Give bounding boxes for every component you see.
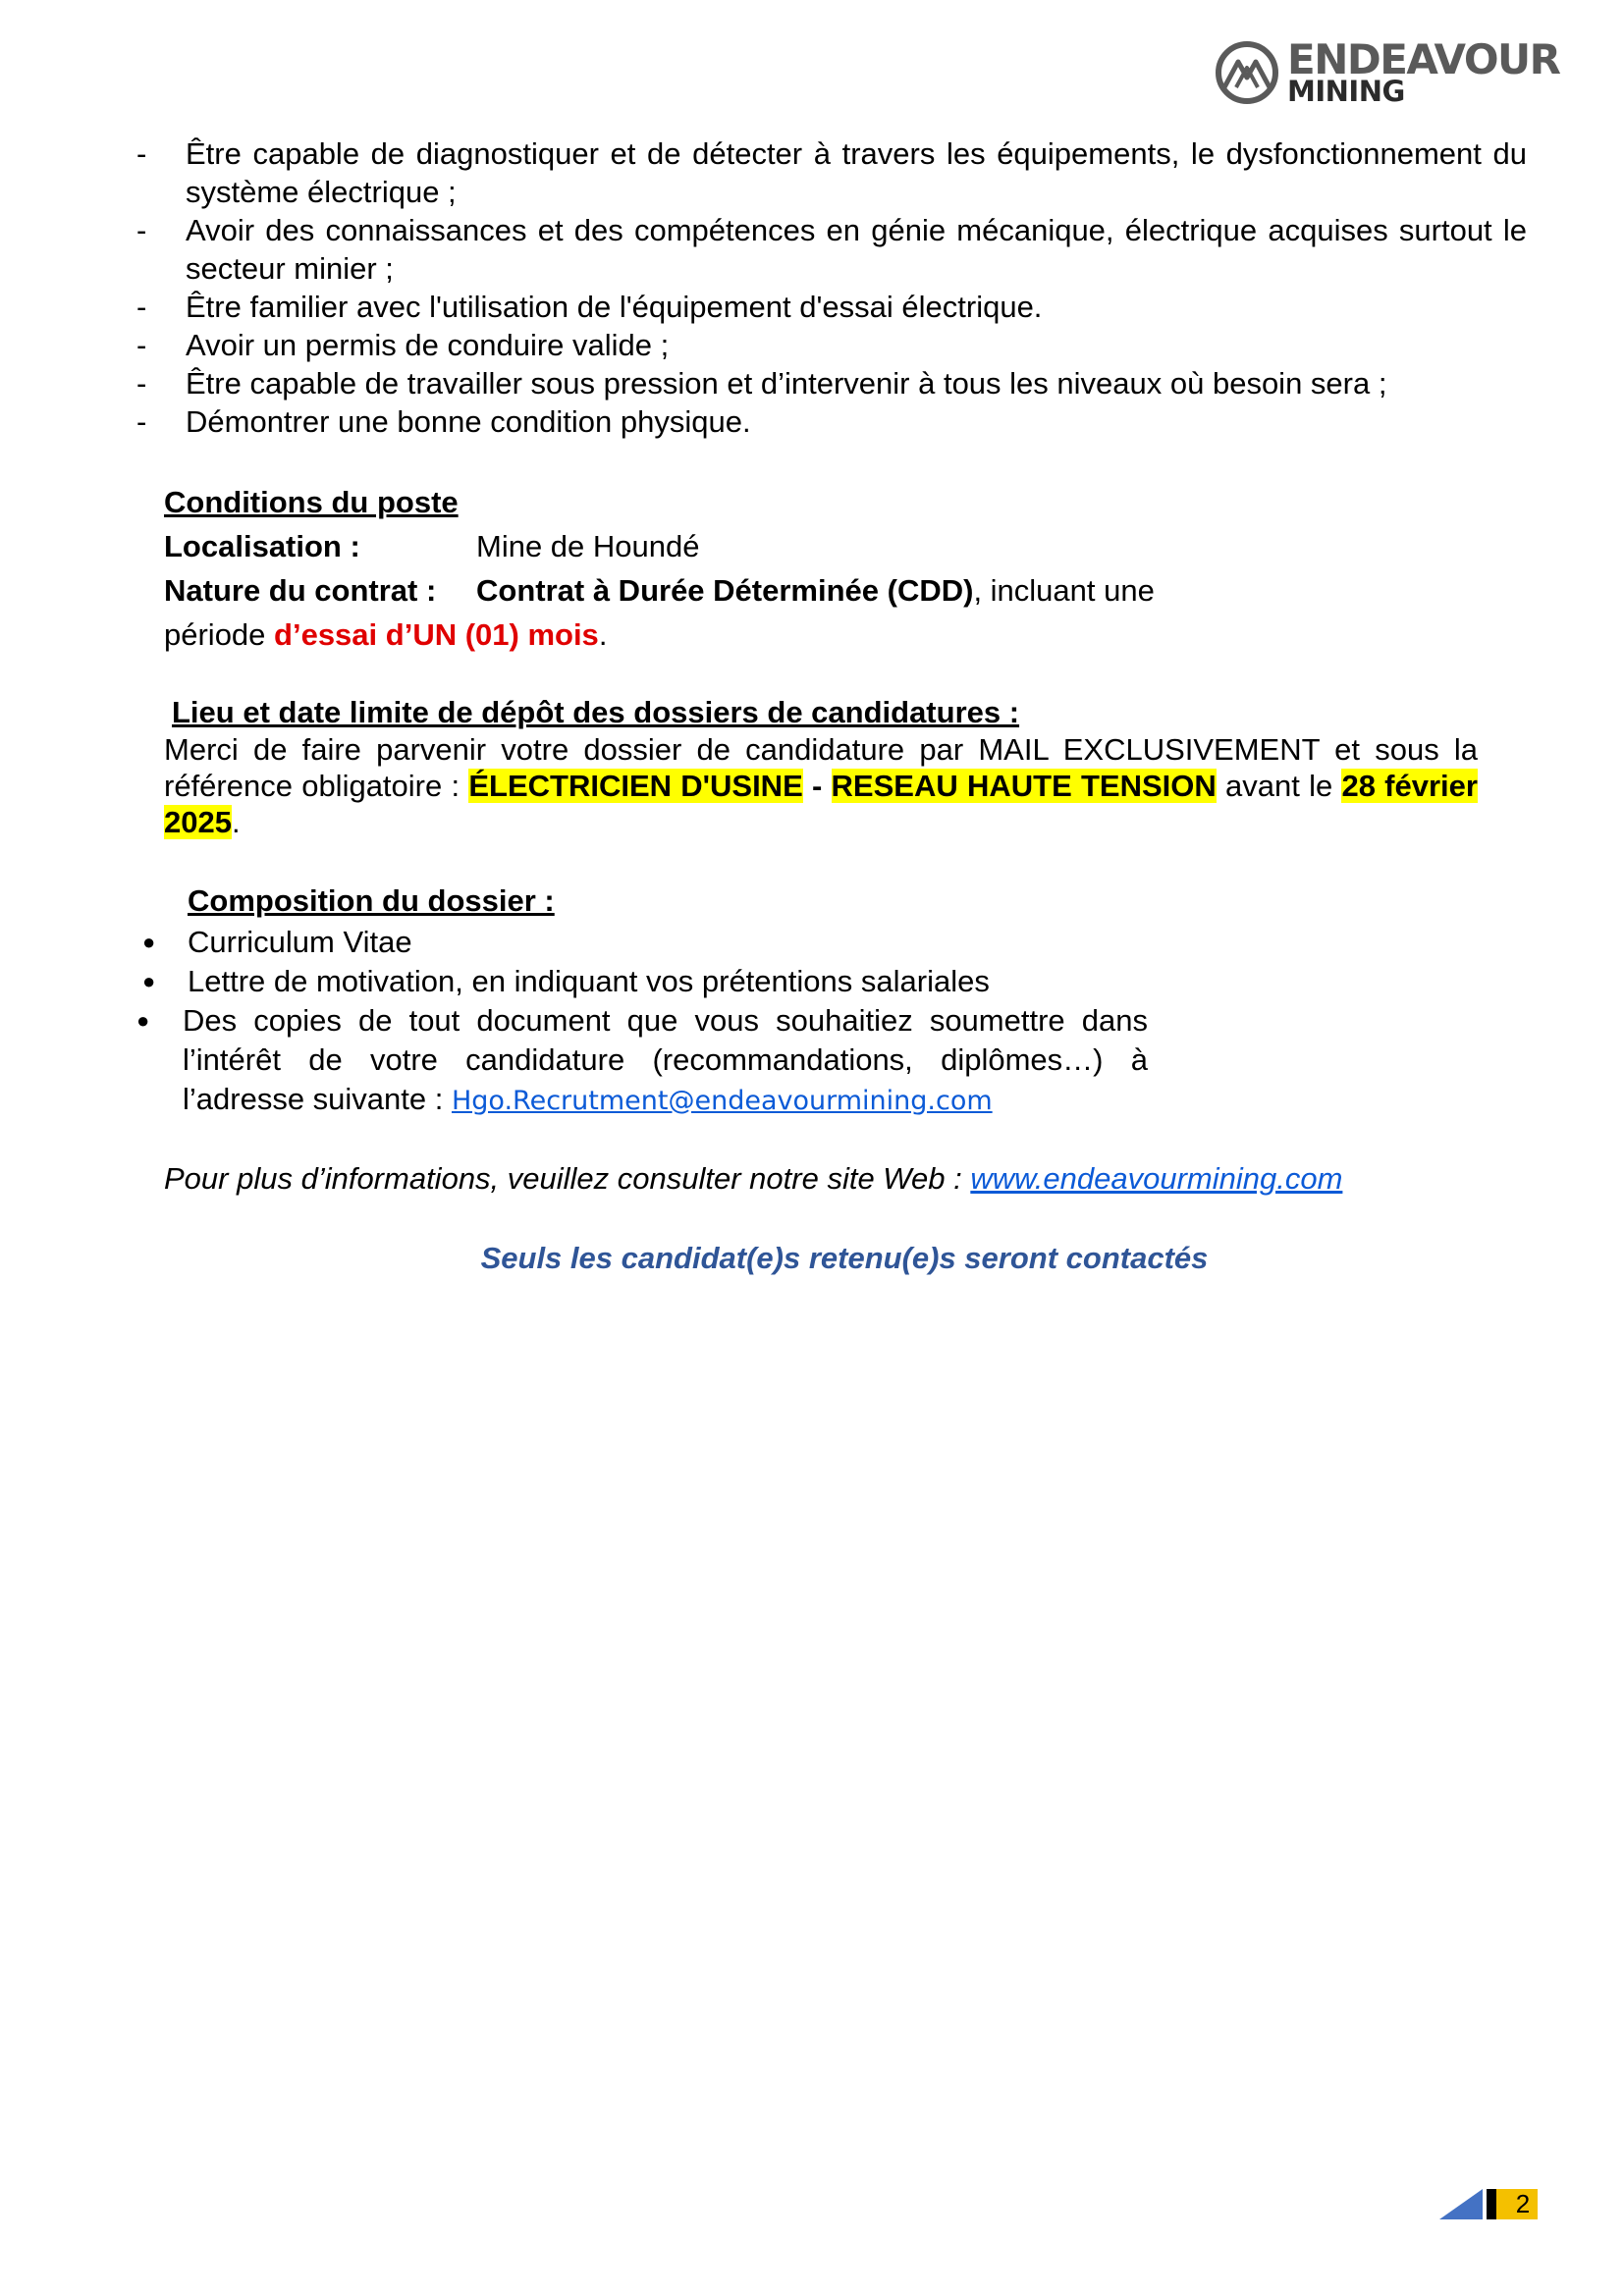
dossier-title-wrap: [164, 881, 1366, 920]
list-item: [136, 1001, 1148, 1121]
list-item: [136, 211, 1527, 288]
dash-bullet: -: [136, 213, 147, 247]
trial-suffix: .: [598, 617, 608, 652]
dash-bullet: -: [136, 136, 147, 171]
page-marker-shape-icon: [1439, 2189, 1508, 2220]
location-label: Localisation :: [164, 529, 360, 563]
page-number: 2: [1508, 2189, 1538, 2219]
contract-label: Nature du contrat :: [164, 573, 437, 608]
requirements-list: [136, 134, 1527, 441]
list-item: [136, 134, 1527, 211]
list-item: [136, 962, 1148, 1001]
mountain-logo-icon: [1215, 40, 1279, 105]
reference-part-1: ÉLECTRICIEN D'USINE: [468, 769, 803, 803]
list-item: [136, 364, 1527, 402]
website-link[interactable]: www.endeavourmining.com: [970, 1161, 1343, 1196]
requirement-text: Avoir un permis de conduire valide ;: [186, 328, 670, 362]
deposit-text: Merci de faire parvenir votre dossier de candidature par MAIL EXCLUSIVEMENT et sous la référence obligatoire :: [164, 732, 1478, 803]
deposit-section: [164, 693, 1480, 840]
contract-suffix: , incluant une: [973, 573, 1155, 608]
dossier-item-text: Des copies de tout document que vous souhaitiez soumettre dans l’intérêt de votre candidature (recommandations, diplômes…) à l’adresse suivante :: [183, 1003, 1148, 1116]
info-text: Pour plus d’informations, veuillez consulter notre site Web :: [164, 1161, 971, 1196]
conditions-section: [164, 480, 1440, 657]
requirement-text: Avoir des connaissances et des compétences en génie mécanique, électrique acquises surtout le secteur minier ;: [186, 213, 1527, 286]
contract-value: Contrat à Durée Déterminée (CDD): [476, 573, 974, 608]
dash-bullet: -: [136, 366, 147, 400]
trial-period-line: [164, 613, 1440, 657]
dossier-list: [136, 923, 1148, 1121]
list-item: [136, 326, 1527, 364]
list-item: [136, 923, 1148, 962]
deposit-end: .: [231, 805, 241, 839]
info-line: [164, 1159, 1342, 1198]
conditions-title: Conditions du poste: [164, 485, 459, 519]
dash-bullet: -: [136, 404, 147, 439]
endeavour-mining-logo: [1215, 35, 1578, 108]
requirement-text: Être capable de travailler sous pression et d’intervenir à tous les niveaux où besoin sera ;: [186, 366, 1387, 400]
recruitment-email-link[interactable]: Hgo.Recrutment@endeavourmining.com: [451, 1086, 993, 1116]
deadline-date: 28 février 2025: [164, 769, 1478, 839]
contract-row: [164, 568, 1440, 613]
dossier-title: Composition du dossier :: [188, 883, 555, 918]
location-row: [164, 524, 1440, 568]
bullet-dot-icon: ●: [136, 1008, 150, 1033]
reference-part-2: RESEAU HAUTE TENSION: [831, 769, 1217, 803]
bullet-dot-icon: ●: [142, 930, 156, 954]
logo-wordmark-bottom: MINING: [1287, 75, 1405, 108]
deposit-title: Lieu et date limite de dépôt des dossiers de candidatures :: [172, 695, 1020, 729]
dossier-item-text: Curriculum Vitae: [188, 925, 412, 959]
deposit-paragraph: [164, 731, 1478, 840]
deposit-text-2: avant le: [1216, 769, 1342, 803]
requirement-text: Être capable de diagnostiquer et de détecter à travers les équipements, le dysfonctionnement du système électrique ;: [186, 136, 1527, 209]
dossier-item-text: Lettre de motivation, en indiquant vos prétentions salariales: [188, 964, 990, 998]
location-value: Mine de Houndé: [476, 529, 700, 563]
reference-separator: -: [802, 769, 832, 803]
dash-bullet: -: [136, 328, 147, 362]
logo-wordmark-top: ENDEAVOUR: [1287, 35, 1560, 83]
trial-period-value: d’essai d’UN (01) mois: [274, 617, 599, 652]
bullet-dot-icon: ●: [142, 969, 156, 993]
trial-prefix: période: [164, 617, 275, 652]
list-item: [136, 402, 1527, 441]
dash-bullet: -: [136, 290, 147, 324]
requirement-text: Démontrer une bonne condition physique.: [186, 404, 751, 439]
requirement-text: Être familier avec l'utilisation de l'équipement d'essai électrique.: [186, 290, 1043, 324]
footer-note: Seuls les candidat(e)s retenu(e)s seront contactés: [480, 1241, 1209, 1275]
page-number-marker: [1439, 2189, 1540, 2220]
list-item: [136, 288, 1527, 326]
